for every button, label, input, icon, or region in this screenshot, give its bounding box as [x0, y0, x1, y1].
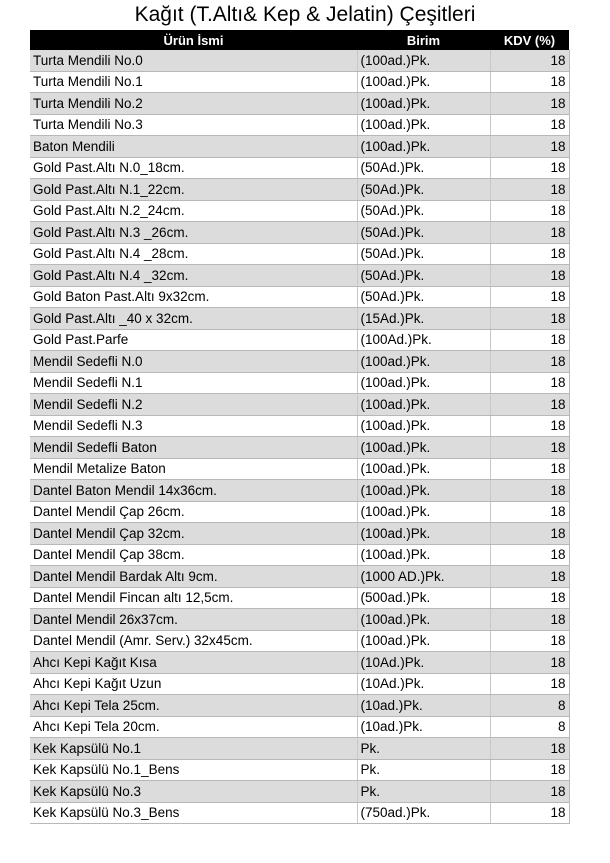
product-name-cell: Ahcı Kepi Tela 20cm.	[30, 716, 357, 738]
product-name-cell: Kek Kapsülü No.1	[30, 738, 357, 760]
unit-cell: (15Ad.)Pk.	[357, 308, 490, 330]
unit-cell: (100ad.)Pk.	[357, 114, 490, 136]
table-row	[30, 630, 569, 652]
kdv-cell: 18	[490, 480, 569, 502]
table-row	[30, 157, 569, 179]
table-row	[30, 50, 569, 71]
product-name-cell: Gold Past.Altı N.3 _26cm.	[30, 222, 357, 244]
unit-cell: (750ad.)Pk.	[357, 802, 490, 824]
unit-cell: (100ad.)Pk.	[357, 372, 490, 394]
unit-cell: (100ad.)Pk.	[357, 437, 490, 459]
unit-cell: (1000 AD.)Pk.	[357, 566, 490, 588]
product-name-cell: Gold Baton Past.Altı 9x32cm.	[30, 286, 357, 308]
table-row	[30, 286, 569, 308]
column-header-kdv: KDV (%)	[490, 30, 569, 50]
kdv-cell: 18	[490, 437, 569, 459]
kdv-cell: 18	[490, 415, 569, 437]
product-name-cell: Turta Mendili No.2	[30, 93, 357, 115]
kdv-cell: 18	[490, 286, 569, 308]
column-header-name: Ürün İsmi	[30, 30, 357, 50]
unit-cell: (100ad.)Pk.	[357, 544, 490, 566]
product-name-cell: Ahcı Kepi Tela 25cm.	[30, 695, 357, 717]
table-row	[30, 759, 569, 781]
table-header-row	[30, 30, 569, 50]
table-row	[30, 136, 569, 158]
table-row	[30, 695, 569, 717]
table-row	[30, 71, 569, 93]
table-row	[30, 609, 569, 631]
unit-cell: (50Ad.)Pk.	[357, 157, 490, 179]
unit-cell: (50Ad.)Pk.	[357, 286, 490, 308]
product-name-cell: Gold Past.Altı N.4 _32cm.	[30, 265, 357, 287]
unit-cell: (100ad.)Pk.	[357, 630, 490, 652]
unit-cell: (500ad.)Pk.	[357, 587, 490, 609]
kdv-cell: 18	[490, 179, 569, 201]
product-table	[30, 30, 570, 824]
table-row	[30, 329, 569, 351]
table-row	[30, 501, 569, 523]
kdv-cell: 18	[490, 329, 569, 351]
kdv-cell: 18	[490, 458, 569, 480]
table-row	[30, 243, 569, 265]
kdv-cell: 18	[490, 71, 569, 93]
table-row	[30, 652, 569, 674]
table-row	[30, 351, 569, 373]
product-name-cell: Dantel Mendil Çap 26cm.	[30, 501, 357, 523]
table-row	[30, 544, 569, 566]
table-row	[30, 458, 569, 480]
product-name-cell: Turta Mendili No.0	[30, 50, 357, 71]
product-name-cell: Dantel Mendil (Amr. Serv.) 32x45cm.	[30, 630, 357, 652]
product-name-cell: Gold Past.Altı N.0_18cm.	[30, 157, 357, 179]
unit-cell: (50Ad.)Pk.	[357, 243, 490, 265]
kdv-cell: 18	[490, 523, 569, 545]
kdv-cell: 18	[490, 50, 569, 71]
page-title: Kağıt (T.Altı& Kep & Jelatin) Çeşitleri	[134, 3, 476, 26]
kdv-cell: 18	[490, 501, 569, 523]
product-name-cell: Gold Past.Altı _40 x 32cm.	[30, 308, 357, 330]
table-row	[30, 523, 569, 545]
kdv-cell: 18	[490, 372, 569, 394]
product-name-cell: Dantel Mendil Fincan altı 12,5cm.	[30, 587, 357, 609]
unit-cell: (100ad.)Pk.	[357, 523, 490, 545]
kdv-cell: 18	[490, 781, 569, 803]
table-row	[30, 480, 569, 502]
product-name-cell: Turta Mendili No.3	[30, 114, 357, 136]
kdv-cell: 18	[490, 566, 569, 588]
table-row	[30, 587, 569, 609]
table-row	[30, 265, 569, 287]
product-name-cell: Mendil Sedefli N.0	[30, 351, 357, 373]
table-row	[30, 308, 569, 330]
kdv-cell: 18	[490, 200, 569, 222]
product-name-cell: Dantel Baton Mendil 14x36cm.	[30, 480, 357, 502]
unit-cell: (10ad.)Pk.	[357, 695, 490, 717]
table-row	[30, 415, 569, 437]
unit-cell: (100ad.)Pk.	[357, 351, 490, 373]
unit-cell: (100ad.)Pk.	[357, 93, 490, 115]
unit-cell: (10Ad.)Pk.	[357, 673, 490, 695]
product-name-cell: Ahcı Kepi Kağıt Uzun	[30, 673, 357, 695]
unit-cell: (100ad.)Pk.	[357, 609, 490, 631]
table-row	[30, 394, 569, 416]
table-row	[30, 802, 569, 824]
kdv-cell: 18	[490, 673, 569, 695]
unit-cell: (50Ad.)Pk.	[357, 179, 490, 201]
unit-cell: (50Ad.)Pk.	[357, 265, 490, 287]
unit-cell: (100ad.)Pk.	[357, 501, 490, 523]
kdv-cell: 18	[490, 759, 569, 781]
unit-cell: (10ad.)Pk.	[357, 716, 490, 738]
kdv-cell: 18	[490, 630, 569, 652]
product-name-cell: Dantel Mendil Bardak Altı 9cm.	[30, 566, 357, 588]
table-row	[30, 781, 569, 803]
unit-cell: (100ad.)Pk.	[357, 480, 490, 502]
unit-cell: (100ad.)Pk.	[357, 415, 490, 437]
kdv-cell: 18	[490, 243, 569, 265]
unit-cell: (100ad.)Pk.	[357, 50, 490, 71]
product-name-cell: Kek Kapsülü No.1_Bens	[30, 759, 357, 781]
product-name-cell: Mendil Sedefli Baton	[30, 437, 357, 459]
table-row	[30, 716, 569, 738]
product-name-cell: Kek Kapsülü No.3	[30, 781, 357, 803]
unit-cell: (100ad.)Pk.	[357, 71, 490, 93]
kdv-cell: 18	[490, 802, 569, 824]
unit-cell: (50Ad.)Pk.	[357, 200, 490, 222]
product-name-cell: Gold Past.Altı N.1_22cm.	[30, 179, 357, 201]
table-row	[30, 200, 569, 222]
table-row	[30, 114, 569, 136]
product-name-cell: Mendil Sedefli N.3	[30, 415, 357, 437]
unit-cell: (100ad.)Pk.	[357, 394, 490, 416]
kdv-cell: 8	[490, 695, 569, 717]
product-name-cell: Turta Mendili No.1	[30, 71, 357, 93]
kdv-cell: 18	[490, 738, 569, 760]
product-name-cell: Baton Mendili	[30, 136, 357, 158]
product-name-cell: Mendil Sedefli N.2	[30, 394, 357, 416]
kdv-cell: 18	[490, 587, 569, 609]
table-row	[30, 738, 569, 760]
kdv-cell: 18	[490, 351, 569, 373]
table-row	[30, 93, 569, 115]
product-name-cell: Dantel Mendil Çap 38cm.	[30, 544, 357, 566]
product-name-cell: Ahcı Kepi Kağıt Kısa	[30, 652, 357, 674]
kdv-cell: 18	[490, 652, 569, 674]
kdv-cell: 18	[490, 544, 569, 566]
table-row	[30, 673, 569, 695]
unit-cell: (50Ad.)Pk.	[357, 222, 490, 244]
product-name-cell: Gold Past.Altı N.2_24cm.	[30, 200, 357, 222]
product-name-cell: Mendil Metalize Baton	[30, 458, 357, 480]
table-row	[30, 437, 569, 459]
kdv-cell: 18	[490, 136, 569, 158]
kdv-cell: 18	[490, 222, 569, 244]
product-name-cell: Dantel Mendil 26x37cm.	[30, 609, 357, 631]
kdv-cell: 18	[490, 394, 569, 416]
unit-cell: (10Ad.)Pk.	[357, 652, 490, 674]
kdv-cell: 18	[490, 93, 569, 115]
kdv-cell: 18	[490, 157, 569, 179]
product-name-cell: Kek Kapsülü No.3_Bens	[30, 802, 357, 824]
product-name-cell: Gold Past.Altı N.4 _28cm.	[30, 243, 357, 265]
kdv-cell: 18	[490, 114, 569, 136]
table-row	[30, 179, 569, 201]
unit-cell: Pk.	[357, 759, 490, 781]
column-header-unit: Birim	[357, 30, 490, 50]
kdv-cell: 18	[490, 308, 569, 330]
product-name-cell: Dantel Mendil Çap 32cm.	[30, 523, 357, 545]
kdv-cell: 8	[490, 716, 569, 738]
table-row	[30, 566, 569, 588]
unit-cell: (100ad.)Pk.	[357, 136, 490, 158]
table-row	[30, 222, 569, 244]
unit-cell: Pk.	[357, 738, 490, 760]
kdv-cell: 18	[490, 609, 569, 631]
unit-cell: (100ad.)Pk.	[357, 458, 490, 480]
product-name-cell: Gold Past.Parfe	[30, 329, 357, 351]
unit-cell: Pk.	[357, 781, 490, 803]
table-row	[30, 372, 569, 394]
unit-cell: (100Ad.)Pk.	[357, 329, 490, 351]
table-body	[30, 50, 569, 824]
product-name-cell: Mendil Sedefli N.1	[30, 372, 357, 394]
kdv-cell: 18	[490, 265, 569, 287]
